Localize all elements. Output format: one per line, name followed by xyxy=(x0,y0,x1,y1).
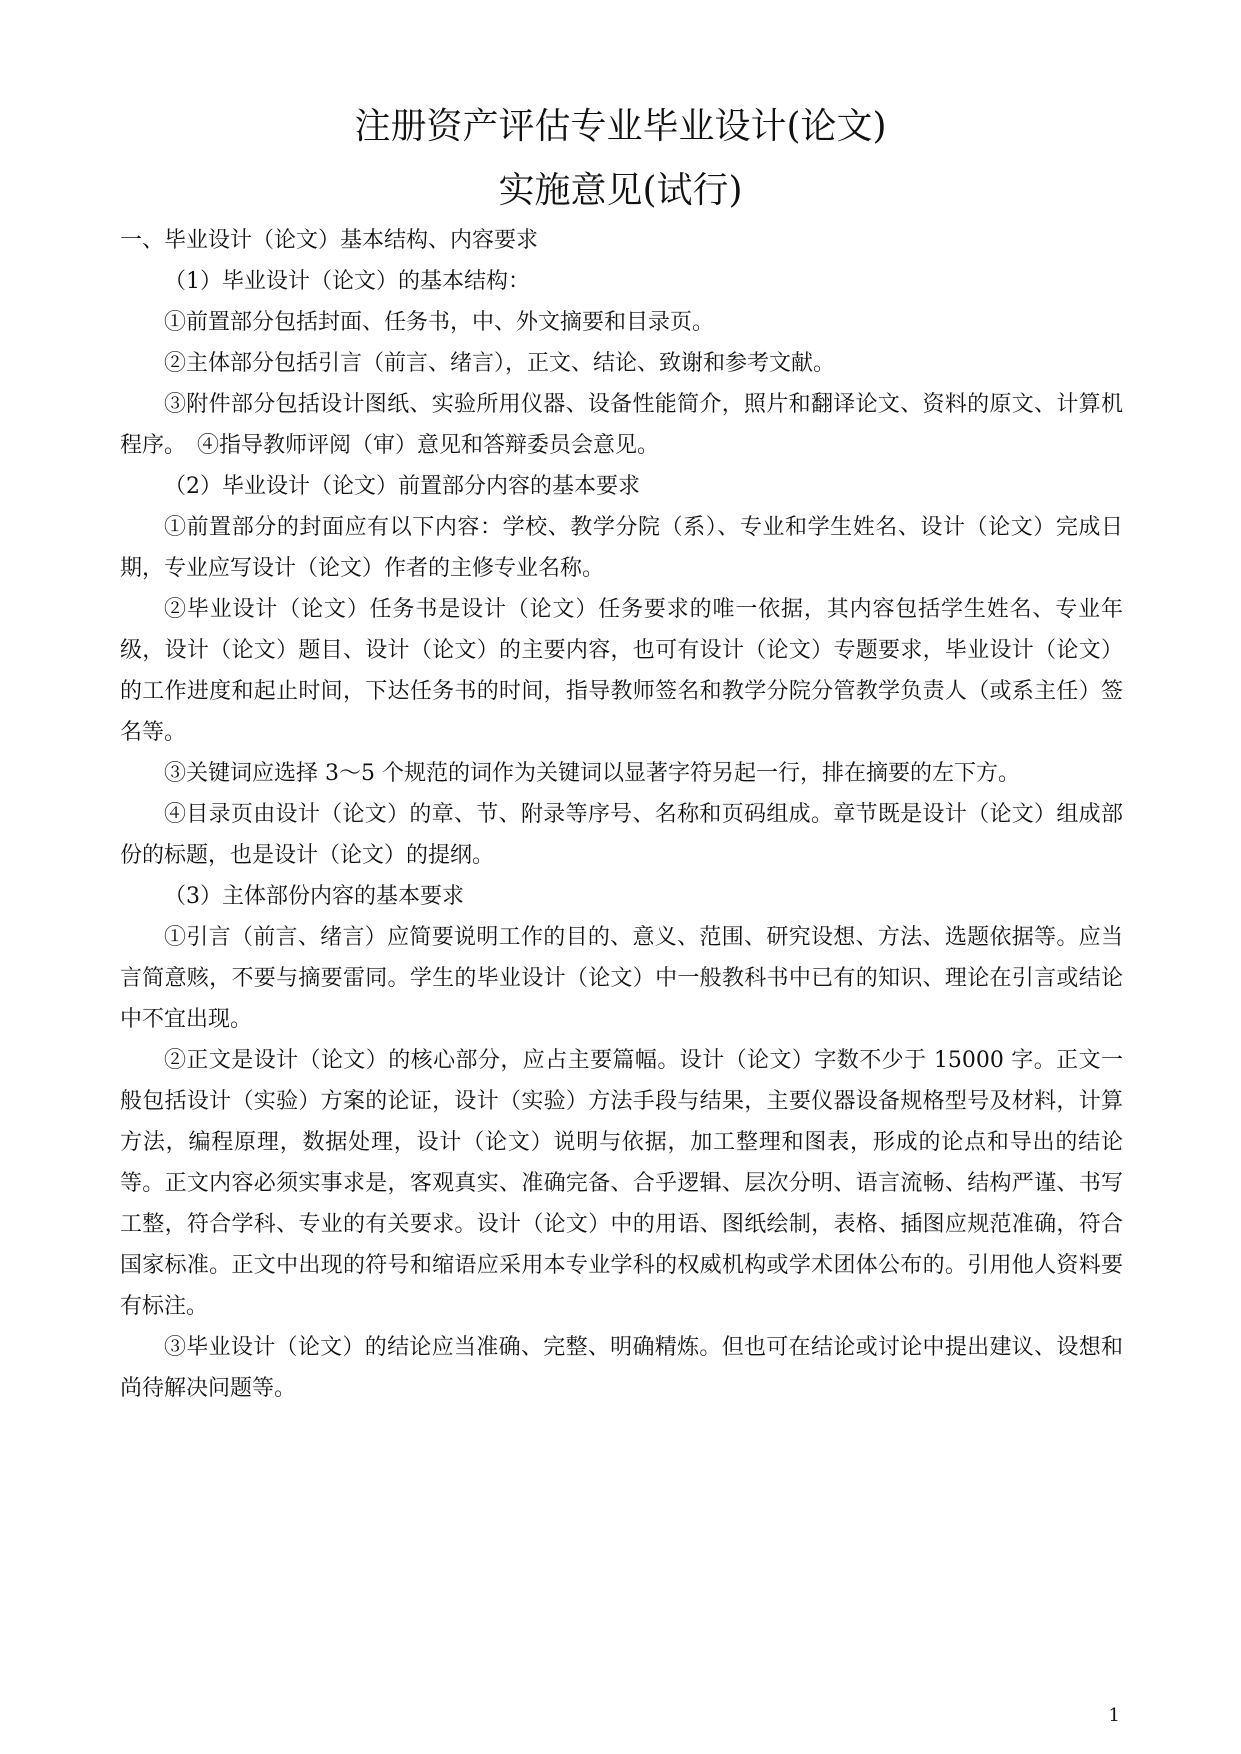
subsection-heading: （1）毕业设计（论文）的基本结构： xyxy=(164,269,530,294)
paragraph: ③关键词应选择 3～5 个规范的词作为关键词以显著字符另起一行，排在摘要的左下方。 xyxy=(164,761,1020,786)
paragraph: ①引言（前言、绪言）应简要说明工作的目的、意义、范围、研究设想、方法、选题依据等。应当言简意赅，不要与摘要雷同。学生的毕业设计（论文）中一般教科书中已有的知识、理论在引言或结论中不宜出现。 xyxy=(120,925,1123,1032)
paragraph: ①前置部分包括封面、任务书，中、外文摘要和目录页。 xyxy=(164,310,715,335)
paragraph: ④目录页由设计（论文）的章、节、附录等序号、名称和页码组成。章节既是设计（论文）组成部份的标题，也是设计（论文）的提纲。 xyxy=(120,802,1123,868)
page-number: 1 xyxy=(1108,1705,1120,1726)
document-body xyxy=(120,220,1123,1409)
document-title: 注册资产评估专业毕业设计(论文) xyxy=(354,106,887,147)
paragraph: ②主体部分包括引言（前言、绪言），正文、结论、致谢和参考文献。 xyxy=(164,351,836,376)
paragraph: ①前置部分的封面应有以下内容：学校、教学分院（系）、专业和学生姓名、设计（论文）完成日期，专业应写设计（论文）作者的主修专业名称。 xyxy=(120,515,1123,581)
paragraph: ②正文是设计（论文）的核心部分，应占主要篇幅。设计（论文）字数不少于 15000 字。正文一般包括设计（实验）方案的论证，设计（实验）方法手段与结果，主要仪器设备规格型号及材料，计算方法，编程原理，数据处理，设计（论文）说明与依据，加工整理和图表，形成的论点和导出的结论等。正文内容必须实事求是，客观真实、准确完备、合乎逻辑、层次分明、语言流畅、结构严谨、书写工整，符合学科、专业的有关要求。设计（论文）中的用语、图纸绘制，表格、插图应规范准确，符合国家标准。正文中出现的符号和缩语应采用本专业学科的权威机构或学术团体公布的。引用他人资料要有标注。 xyxy=(120,1048,1123,1319)
section-heading: 一、毕业设计（论文）基本结构、内容要求 xyxy=(120,228,539,253)
document-subtitle: 实施意见(试行) xyxy=(498,170,743,211)
paragraph: ③毕业设计（论文）的结论应当准确、完整、明确精炼。但也可在结论或讨论中提出建议、设想和尚待解决问题等。 xyxy=(120,1335,1123,1401)
paragraph: ③附件部分包括设计图纸、实验所用仪器、设备性能简介，照片和翻译论文、资料的原文、计算机程序。 ④指导教师评阅（审）意见和答辩委员会意见。 xyxy=(120,392,1123,458)
paragraph: ②毕业设计（论文）任务书是设计（论文）任务要求的唯一依据，其内容包括学生姓名、专业年级，设计（论文）题目、设计（论文）的主要内容，也可有设计（论文）专题要求，毕业设计（论文）的工作进度和起止时间，下达任务书的时间，指导教师签名和教学分院分管教学负责人（或系主任）签名等。 xyxy=(120,597,1123,745)
subsection-heading: （2）毕业设计（论文）前置部分内容的基本要求 xyxy=(164,474,640,499)
subsection-heading: （3）主体部份内容的基本要求 xyxy=(164,884,464,909)
